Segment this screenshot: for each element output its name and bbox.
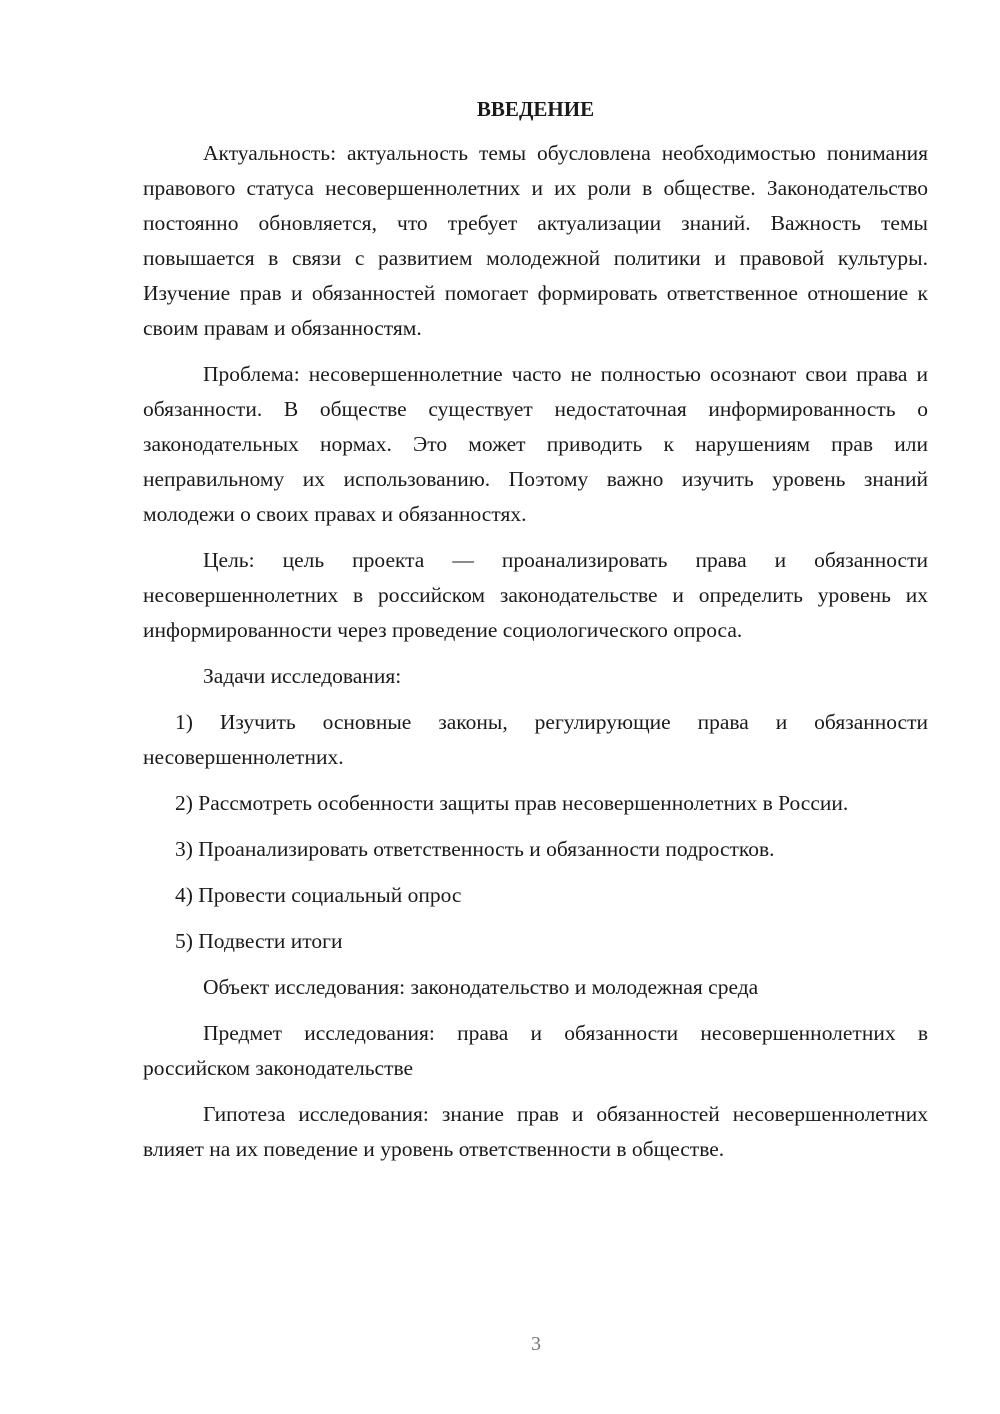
task-item-5: 5) Подвести итоги bbox=[175, 929, 343, 953]
paragraph-object: Объект исследования: законодательство и молодежная среда bbox=[203, 975, 759, 999]
document-body bbox=[143, 92, 928, 1178]
page-number: 3 bbox=[531, 1333, 541, 1355]
paragraph-relevance: Актуальность: актуальность темы обусловлена необходимостью понимания правового статуса несовершеннолетних и их роли в обществе. Законодательство постоянно обновляется, что требует актуализации знаний. Важность темы повышается в связи с развитием молодежной политики и правовой культуры. Изучение прав и обязанностей помогает формировать ответственное отношение к своим правам и обязанностям. bbox=[143, 141, 928, 340]
paragraph-hypothesis: Гипотеза исследования: знание прав и обязанностей несовершеннолетних влияет на их поведение и уровень ответственности в обществе. bbox=[143, 1102, 928, 1161]
task-item-3: 3) Проанализировать ответственность и обязанности подростков. bbox=[175, 837, 775, 861]
paragraph-goal: Цель: цель проекта — проанализировать права и обязанности несовершеннолетних в российском законодательстве и определить уровень их информированности через проведение социологического опроса. bbox=[143, 548, 928, 642]
page-title: ВВЕДЕНИЕ bbox=[476, 97, 595, 121]
task-item-1: 1) Изучить основные законы, регулирующие права и обязанности несовершеннолетних. bbox=[143, 710, 928, 769]
task-item-2: 2) Рассмотреть особенности защиты прав несовершеннолетних в России. bbox=[175, 791, 849, 815]
paragraph-subject: Предмет исследования: права и обязанности несовершеннолетних в российском законодательстве bbox=[143, 1021, 928, 1080]
paragraph-problem: Проблема: несовершеннолетние часто не полностью осознают свои права и обязанности. В обществе существует недостаточная информированность о законодательных нормах. Это может приводить к нарушениям прав или неправильному их использованию. Поэтому важно изучить уровень знаний молодежи о своих правах и обязанностях. bbox=[143, 362, 928, 526]
task-item-4: 4) Провести социальный опрос bbox=[175, 883, 462, 907]
tasks-heading: Задачи исследования: bbox=[203, 664, 402, 688]
